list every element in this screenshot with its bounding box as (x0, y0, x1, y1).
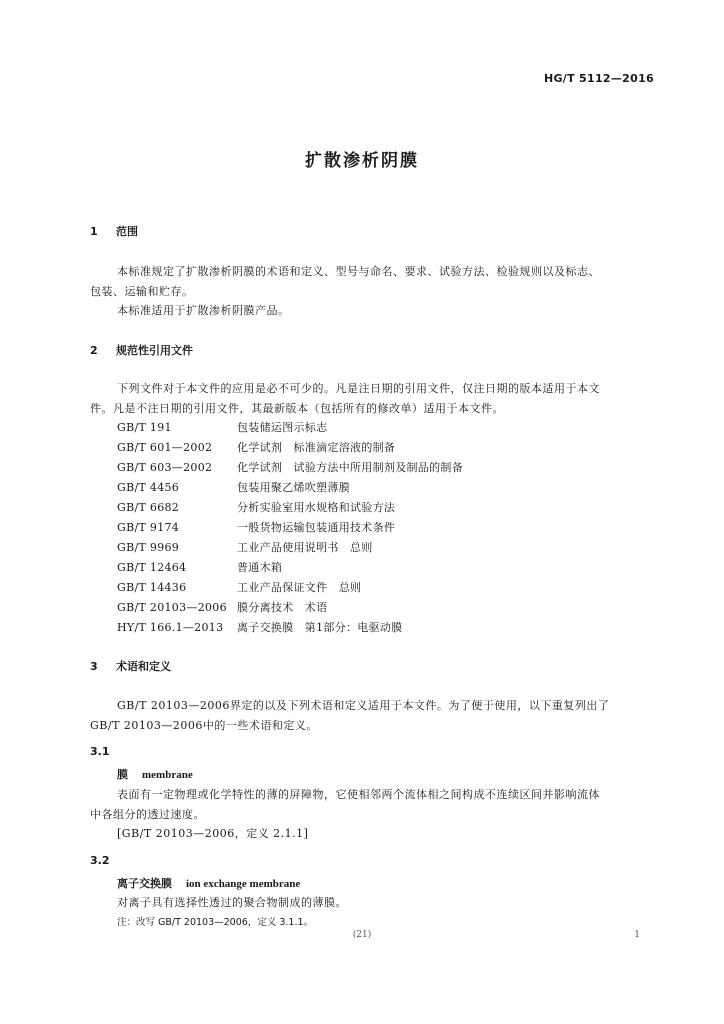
scope-paragraph-line-1: 本标准规定了扩散渗析阴膜的术语和定义、型号与命名、要求、试验方法、检验规则以及标志、 (117, 265, 600, 278)
page-number: 1 (634, 930, 640, 940)
section-3-number: 3 (90, 660, 98, 673)
section-3-title: 术语和定义 (116, 660, 171, 673)
term-3-1-number: 3.1 (90, 745, 110, 758)
term-3-2-english: ion exchange membrane (186, 878, 301, 890)
terms-intro-line-1: GB/T 20103—2006界定的以及下列术语和定义适用于本文件。为了便于使用，以下重复列出了 (117, 699, 610, 712)
reference-item: GB/T 12464 普通木箱 (117, 561, 283, 574)
reference-item: GB/T 14436 工业产品保证文件 总则 (117, 581, 362, 594)
term-3-2-note: 注：改写 GB/T 20103—2006，定义 3.1.1。 (117, 917, 314, 928)
term-3-2-chinese: 离子交换膜 (117, 877, 172, 890)
reference-item: GB/T 20103—2006 膜分离技术 术语 (117, 601, 328, 614)
reference-item: GB/T 4456 包装用聚乙烯吹塑薄膜 (117, 481, 350, 494)
term-3-2-definition: 对离子具有选择性透过的聚合物制成的薄膜。 (117, 896, 347, 909)
reference-item: GB/T 9969 工业产品使用说明书 总则 (117, 541, 373, 554)
term-3-1-heading (117, 766, 193, 782)
term-3-1-english: membrane (142, 769, 193, 781)
reference-item: GB/T 9174 一般货物运输包装通用技术条件 (117, 521, 396, 534)
reference-item: GB/T 6682 分析实验室用水规格和试验方法 (117, 501, 396, 514)
term-3-2-heading (117, 875, 300, 891)
section-2-heading (90, 342, 193, 358)
term-3-1-chinese: 膜 (117, 768, 128, 781)
standard-code: HG/T 5112—2016 (543, 72, 654, 85)
scope-applicability: 本标准适用于扩散渗析阴膜产品。 (117, 304, 290, 317)
document-title: 扩散渗析阴膜 (305, 151, 419, 171)
reference-item: GB/T 601—2002 化学试剂 标准滴定溶液的制备 (117, 441, 396, 454)
term-3-1-definition-line-1: 表面有一定物理或化学特性的薄的屏障物，它使相邻两个流体相之间构成不连续区间并影响流体 (117, 788, 600, 801)
reference-item: HY/T 166.1—2013 离子交换膜 第1部分：电驱动膜 (117, 621, 403, 634)
section-1-number: 1 (90, 225, 98, 238)
footer-center-mark: (21) (352, 930, 372, 940)
term-3-2-number: 3.2 (90, 854, 110, 867)
scope-paragraph-line-2: 包装、运输和贮存。 (90, 285, 194, 298)
reference-item: GB/T 603—2002 化学试剂 试验方法中所用制剂及制品的制备 (117, 461, 463, 474)
section-1-title: 范围 (116, 225, 138, 238)
reference-item: GB/T 191 包装储运图示标志 (117, 421, 328, 434)
section-2-number: 2 (90, 344, 98, 357)
terms-intro-line-2: GB/T 20103—2006中的一些术语和定义。 (90, 719, 318, 732)
section-3-heading (90, 658, 171, 674)
term-3-1-definition-line-2: 中各组分的透过速度。 (90, 808, 205, 821)
section-2-title: 规范性引用文件 (116, 344, 193, 357)
term-3-1-source: [GB/T 20103—2006，定义 2.1.1] (117, 827, 309, 840)
section-1-heading (90, 223, 138, 239)
normative-intro-line-1: 下列文件对于本文件的应用是必不可少的。凡是注日期的引用文件，仅注日期的版本适用于本文 (117, 382, 600, 395)
normative-intro-line-2: 件。凡是不注日期的引用文件，其最新版本（包括所有的修改单）适用于本文件。 (90, 402, 504, 415)
